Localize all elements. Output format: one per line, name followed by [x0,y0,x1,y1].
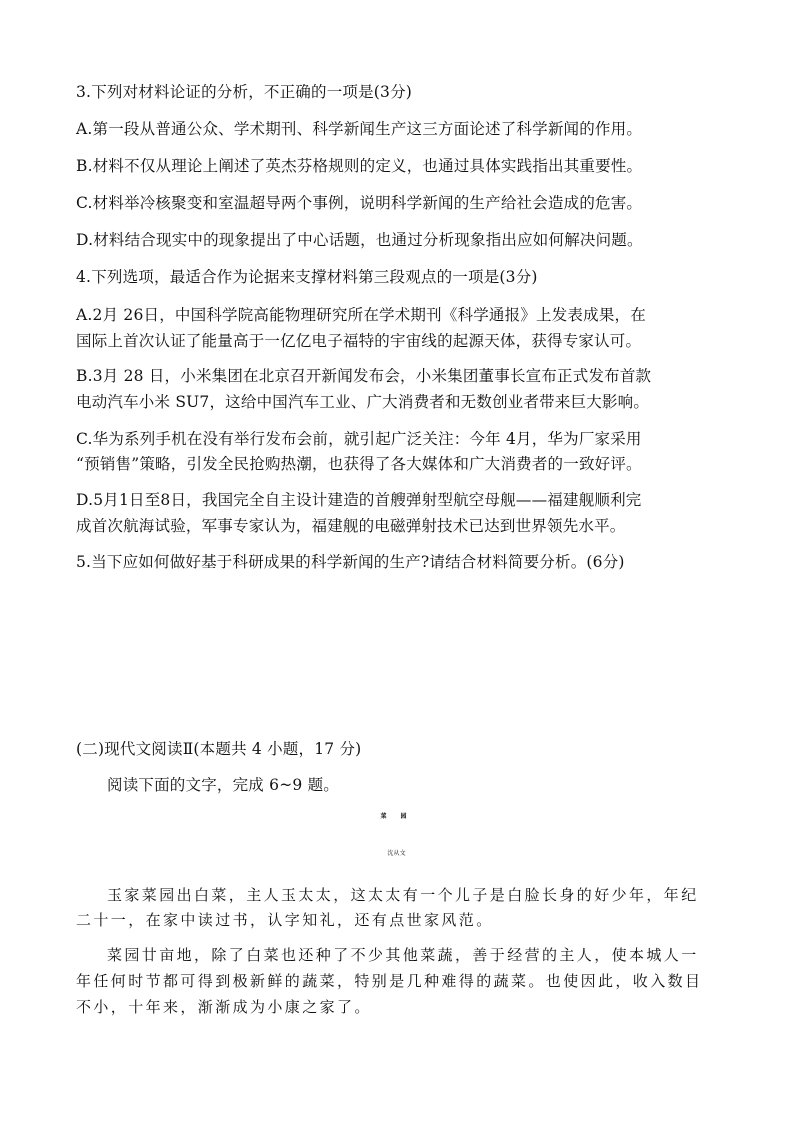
q4-option-b-line2: 电动汽车小米 SU7，这给中国汽车工业、广大消费者和无数创业者带来巨大影响。 [76,393,650,411]
section-heading: (二)现代文阅读Ⅱ(本题共 4 小题，17 分) [76,740,362,758]
q5-stem: 5.当下应如何做好基于科研成果的科学新闻的生产?请结合材料简要分析。(6分) [76,553,625,571]
q3-stem: 3.下列对材料论证的分析，不正确的一项是(3分) [76,83,413,101]
story-paragraph-1-line-2: 二十一，在家中读过书，认字知礼，还有点世家风范。 [76,911,494,929]
q3-option-c: C.材料举冷核聚变和室温超导两个事例，说明科学新闻的生产给社会造成的危害。 [76,194,643,212]
story-author: 沈从文 [387,850,406,857]
q4-option-c-line1: C.华为系列手机在没有举行发布会前，就引起广泛关注：今年 4月，华为厂家采用 [76,430,642,448]
q4-option-d-line2: 成首次航海试验，军事专家认为，福建舰的电磁弹射技术已达到世界领先水平。 [76,517,626,535]
q4-option-a-line1: A.2月 26日，中国科学院高能物理研究所在学术期刊《科学通报》上发表成果，在 [76,306,646,324]
q3-option-d: D.材料结合现实中的现象提出了中心话题，也通过分析现象指出应如何解决问题。 [76,231,643,249]
section-instruction: 阅读下面的文字，完成 6~9 题。 [107,776,339,794]
q4-stem: 4.下列选项，最适合作为论据来支撑材料第三段观点的一项是(3分) [76,268,538,286]
story-title: 菜 园 [380,813,413,820]
q4-option-c-line2: “预销售”策略，引发全民抢购热潮，也获得了各大媒体和广大消费者的一致好评。 [76,455,642,473]
story-paragraph-2-line-2: 年任何时节都可得到极新鲜的蔬菜，特别是几种难得的蔬菜。也使因此，收入数目 [76,972,703,990]
q4-option-d-line1: D.5月1日至8日，我国完全自主设计建造的首艘弹射型航空母舰——福建舰顺利完 [76,491,642,509]
q3-option-b: B.材料不仅从理论上阐述了英杰芬格规则的定义，也通过具体实践指出其重要性。 [76,157,643,175]
story-paragraph-1-line-1: 玉家菜园出白菜，主人玉太太，这太太有一个儿子是白脸长身的好少年，年纪 [107,886,699,904]
q4-option-a-line2: 国际上首次认证了能量高于一亿亿电子福特的宇宙线的起源天体，获得专家认可。 [76,332,642,350]
story-paragraph-2-line-1: 菜园廿亩地，除了白菜也还种了不少其他菜蔬，善于经营的主人，使本城人一 [107,946,699,964]
story-paragraph-2-line-3: 不小，十年来，渐渐成为小康之家了。 [76,998,372,1016]
q4-option-b-line1: B.3月 28 日，小米集团在北京召开新闻发布会，小米集团董事长宣布正式发布首款 [76,367,652,385]
q3-option-a: A.第一段从普通公众、学术期刊、科学新闻生产这三方面论述了科学新闻的作用。 [76,120,643,138]
